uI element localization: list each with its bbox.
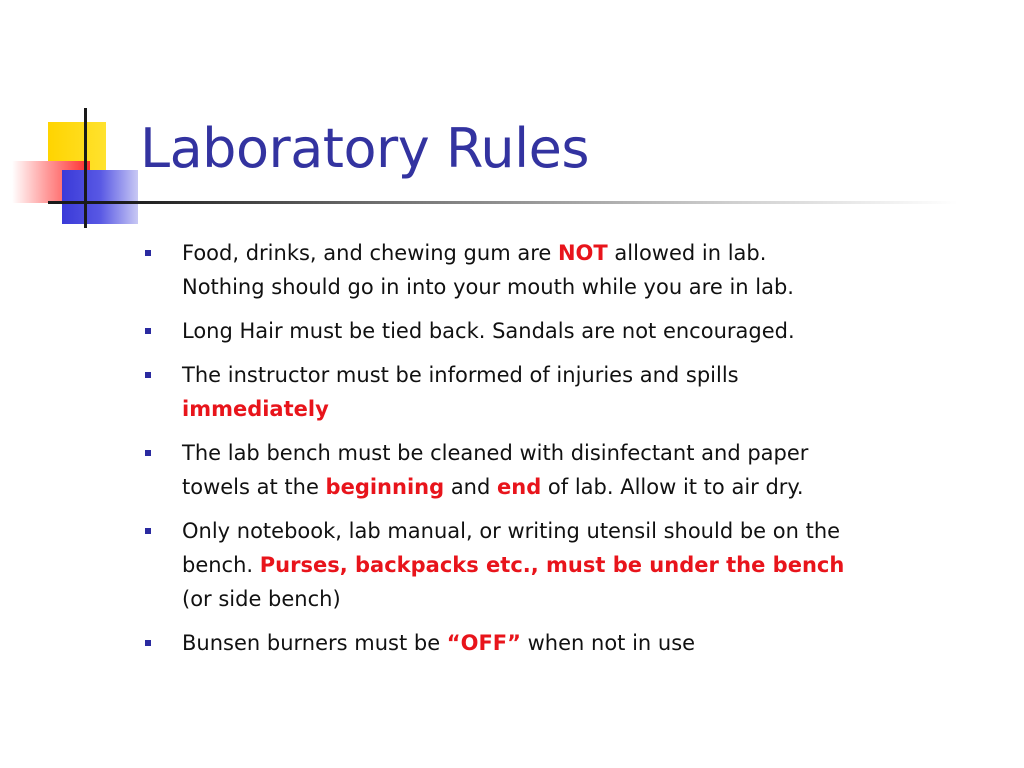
bullet-line: [182, 548, 1002, 582]
bullet-text: Long Hair must be tied back. Sandals are not encouraged.: [182, 319, 795, 343]
slide-title: Laboratory Rules: [140, 117, 589, 180]
bullet-text: Bunsen burners must be: [182, 631, 447, 655]
bullet-line: [182, 514, 1002, 548]
bullet-line: [182, 270, 1002, 304]
bullet-text: allowed in lab.: [607, 241, 767, 265]
bullet-text: when not in use: [520, 631, 696, 655]
bullet-item: [142, 236, 1002, 304]
bullet-line: [182, 236, 1002, 270]
bullet-line: [182, 470, 1002, 504]
bullet-text: Nothing should go in into your mouth while you are in lab.: [182, 275, 794, 299]
bullet-text: Only notebook, lab manual, or writing utensil should be on the: [182, 519, 841, 543]
square-bullet-icon: [145, 640, 151, 646]
square-bullet-icon: [145, 328, 151, 334]
bullet-line: [182, 314, 1002, 348]
bullet-line: [182, 582, 1002, 616]
bullet-item: [142, 626, 1002, 660]
bullet-text: of lab. Allow it to air dry.: [541, 475, 804, 499]
bullet-text: towels at the: [182, 475, 326, 499]
bullet-text: The lab bench must be cleaned with disinfectant and paper: [182, 441, 809, 465]
bullet-line: [182, 626, 1002, 660]
bullet-list: [142, 236, 1002, 670]
emphasized-text: beginning: [325, 475, 445, 499]
bullet-text: (or side bench): [182, 587, 341, 611]
bullet-line: [182, 436, 1002, 470]
bullet-item: [142, 358, 1002, 426]
bullet-line: [182, 392, 1002, 426]
title-underline: [48, 201, 958, 204]
square-bullet-icon: [145, 450, 151, 456]
bullet-item: [142, 514, 1002, 616]
bullet-item: [142, 436, 1002, 504]
emphasized-text: end: [497, 475, 542, 499]
emphasized-text: “OFF”: [446, 631, 521, 655]
square-bullet-icon: [145, 528, 151, 534]
emphasized-text: NOT: [557, 241, 608, 265]
bullet-line: [182, 358, 1002, 392]
blue-square-decoration: [62, 170, 138, 224]
emphasized-text: Purses, backpacks etc., must be under the bench: [259, 553, 845, 577]
bullet-item: [142, 314, 1002, 348]
bullet-text: The instructor must be informed of injuries and spills: [182, 363, 739, 387]
bullet-text: bench.: [182, 553, 260, 577]
square-bullet-icon: [145, 372, 151, 378]
square-bullet-icon: [145, 250, 151, 256]
emphasized-text: immediately: [182, 397, 329, 421]
vertical-rule-decoration: [84, 108, 87, 228]
bullet-text: Food, drinks, and chewing gum are: [182, 241, 558, 265]
bullet-text: and: [444, 475, 497, 499]
